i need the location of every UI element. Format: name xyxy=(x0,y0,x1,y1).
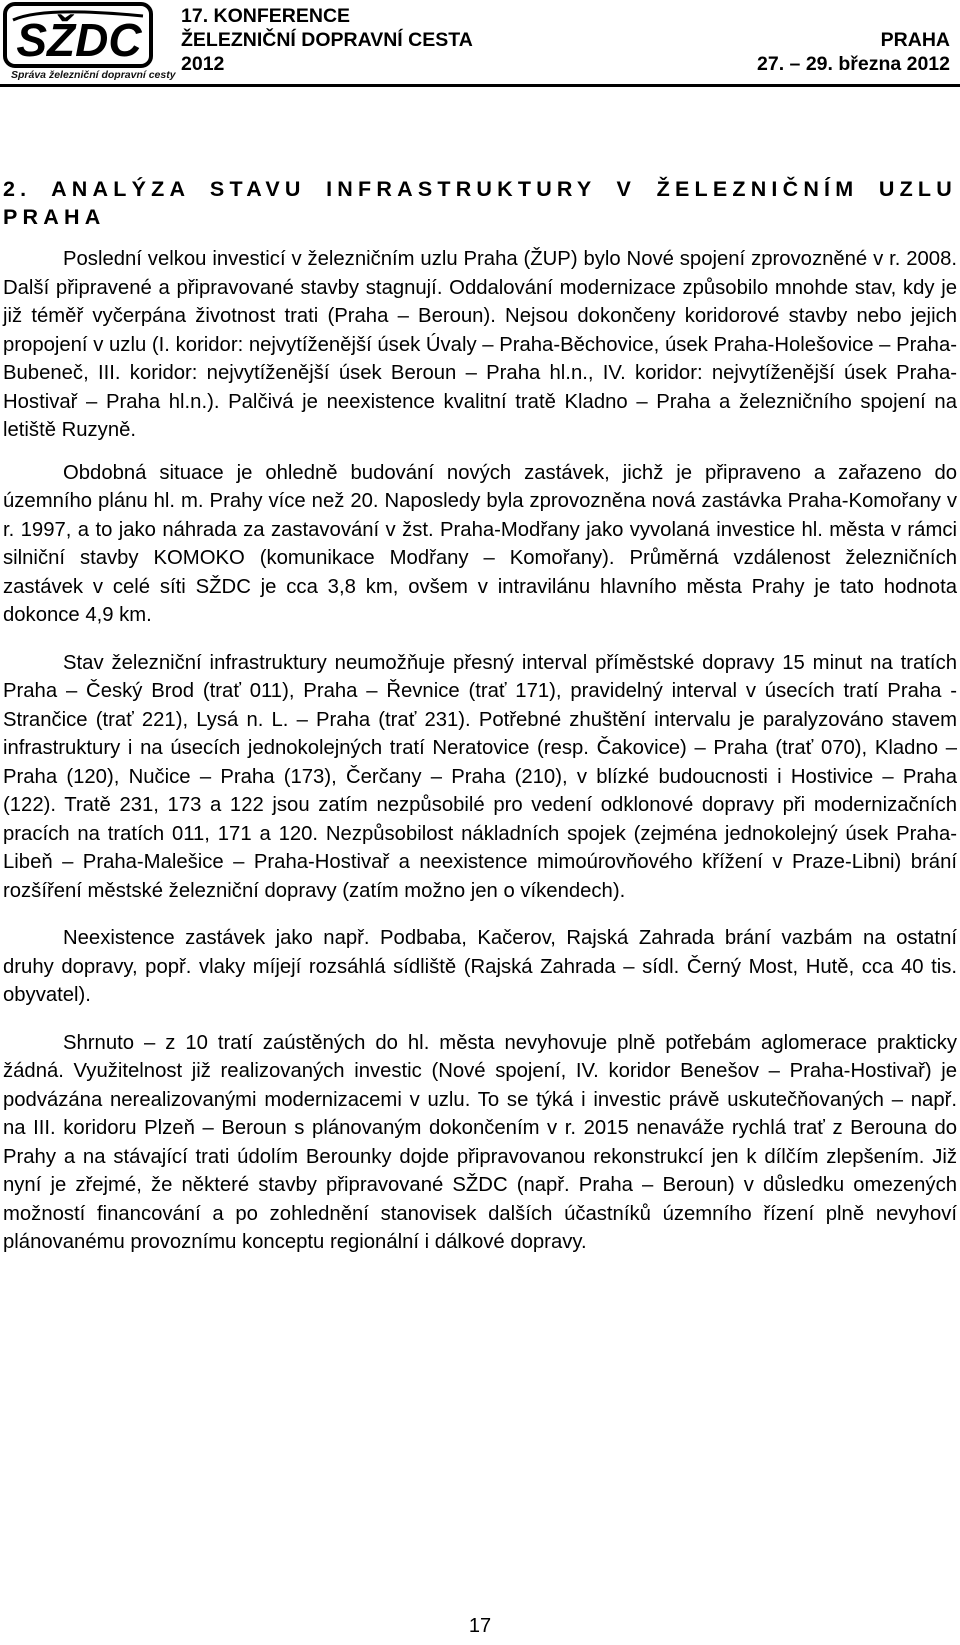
szdc-logo-mark xyxy=(3,2,155,70)
conference-info xyxy=(181,4,473,76)
logo-text: SŽDC xyxy=(16,14,142,66)
paragraph: Shrnuto – z 10 tratí zaústěných do hl. města nevyhovuje plně potřebám aglomerace prakticky žádná. Využitelnost již realizovaných investic (Nové spojení, IV. koridor Benešov – Praha-Hostivař) je podvázána nerealizovanými modernizacemi v uzlu. To se týká i investic právě uskutečňovaných – např. na III. koridoru Plzeň – Beroun s plánovaným dokončením v r. 2015 nenaváže rychlá trať z Berouna do Prahy a na stávající trati údolím Berounky dojde připravovanou rekonstrukcí jen k dílčím zlepšením. Již nyní je zřejmé, že některé stavby připravované SŽDC (např. Praha – Beroun) v důsledku omezených možností financování a po zohlednění stanovisek dalších účastníků územního řízení plně nevyhoví plánovanému provoznímu konceptu regionální i dálkové dopravy. xyxy=(3,1031,957,1253)
conference-dates: 27. – 29. března 2012 xyxy=(757,53,950,75)
header-divider xyxy=(0,84,960,87)
conference-year: 2012 xyxy=(181,53,225,75)
section-heading: 2. ANALÝZA STAVU INFRASTRUKTURY V ŽELEZNIČNÍM UZLU PRAHA xyxy=(3,177,957,229)
document-body xyxy=(3,175,957,1257)
conference-location xyxy=(757,28,950,76)
paragraph: Obdobná situace je ohledně budování nových zastávek, jichž je připraveno a zařazeno do územního plánu hl. m. Prahy více než 20. Naposledy byla zprovozněna nová zastávka Praha-Komořany v r. 1997, a to jako náhrada za zastavování v žst. Praha-Modřany jako vyvolaná investice hl. města v rámci silniční stavby KOMOKO (komunikace Modřany – Komořany). Průměrná vzdálenost železničních zastávek v celé síti SŽDC je cca 3,8 km, ovšem v intravilánu hlavního města Prahy je tato hodnota dokonce 4,9 km. xyxy=(3,461,957,626)
paragraph: Neexistence zastávek jako např. Podbaba, Kačerov, Rajská Zahrada brání vazbám na ostatní druhy dopravy, popř. vlaky míjejí rozsáhlá sídliště (Rajská Zahrada – sídl. Černý Most, Hutě, cca 40 tis. obyvatel). xyxy=(3,927,957,1006)
logo-caption: Správa železniční dopravní cesty xyxy=(11,69,176,81)
page-number: 17 xyxy=(468,1615,492,1637)
paragraph: Poslední velkou investicí v železničním uzlu Praha (ŽUP) bylo Nové spojení zprovozněné v r. 2008. Další připravené a připravované stavby stagnují. Oddalování modernizace způsobilo mnohde stav, kdy je již téměř vyčerpána životnost trati (Praha – Beroun). Nejsou dokončeny koridorové stavby nebo jejich propojení v uzlu (I. koridor: nejvytíženější úsek Úvaly – Praha-Běchovice, úsek Praha-Holešovice – Praha-Bubeneč, III. koridor: nejvytíženější úsek Beroun – Praha hl.n., IV. koridor: nejvytíženější úsek Praha-Hostivař – Praha hl.n.). Palčivá je neexistence kvalitní tratě Kladno – Praha a železničního spojení na letiště Ruzyně. xyxy=(3,248,957,441)
conference-subtitle: ŽELEZNIČNÍ DOPRAVNÍ CESTA xyxy=(181,29,473,51)
city-name: PRAHA xyxy=(880,29,950,51)
conference-title: 17. KONFERENCE xyxy=(181,5,351,27)
paragraph: Stav železniční infrastruktury neumožňuje přesný interval příměstské dopravy 15 minut na tratích Praha – Český Brod (trať 011), Praha – Řevnice (trať 171), pravidelný interval v úsecích tratí Praha - Strančice (trať 221), Lysá n. L. – Praha (trať 231). Potřebné zhuštění intervalu je paralyzováno stavem infrastruktury i na úsecích jednokolejných tratí Neratovice (resp. Čakovice) – Praha (trať 070), Kladno – Praha (120), Nučice – Praha (173), Čerčany – Praha (210), v blízké budoucnosti i Hostivice – Praha (122). Tratě 231, 173 a 122 jsou zatím nezpůsobilé pro vedení odklonové dopravy při modernizačních pracích na tratích 011, 171 a 120. Nezpůsobilost nákladních spojek (zejména jednokolejný úsek Praha-Libeň – Praha-Malešice – Praha-Hostivař a neexistence mimoúrovňového křížení v Praze-Libni) brání rozšíření městské železniční dopravy (zatím možno jen o víkendech). xyxy=(3,651,957,902)
page-header xyxy=(0,0,960,88)
szdc-logo xyxy=(3,2,176,82)
